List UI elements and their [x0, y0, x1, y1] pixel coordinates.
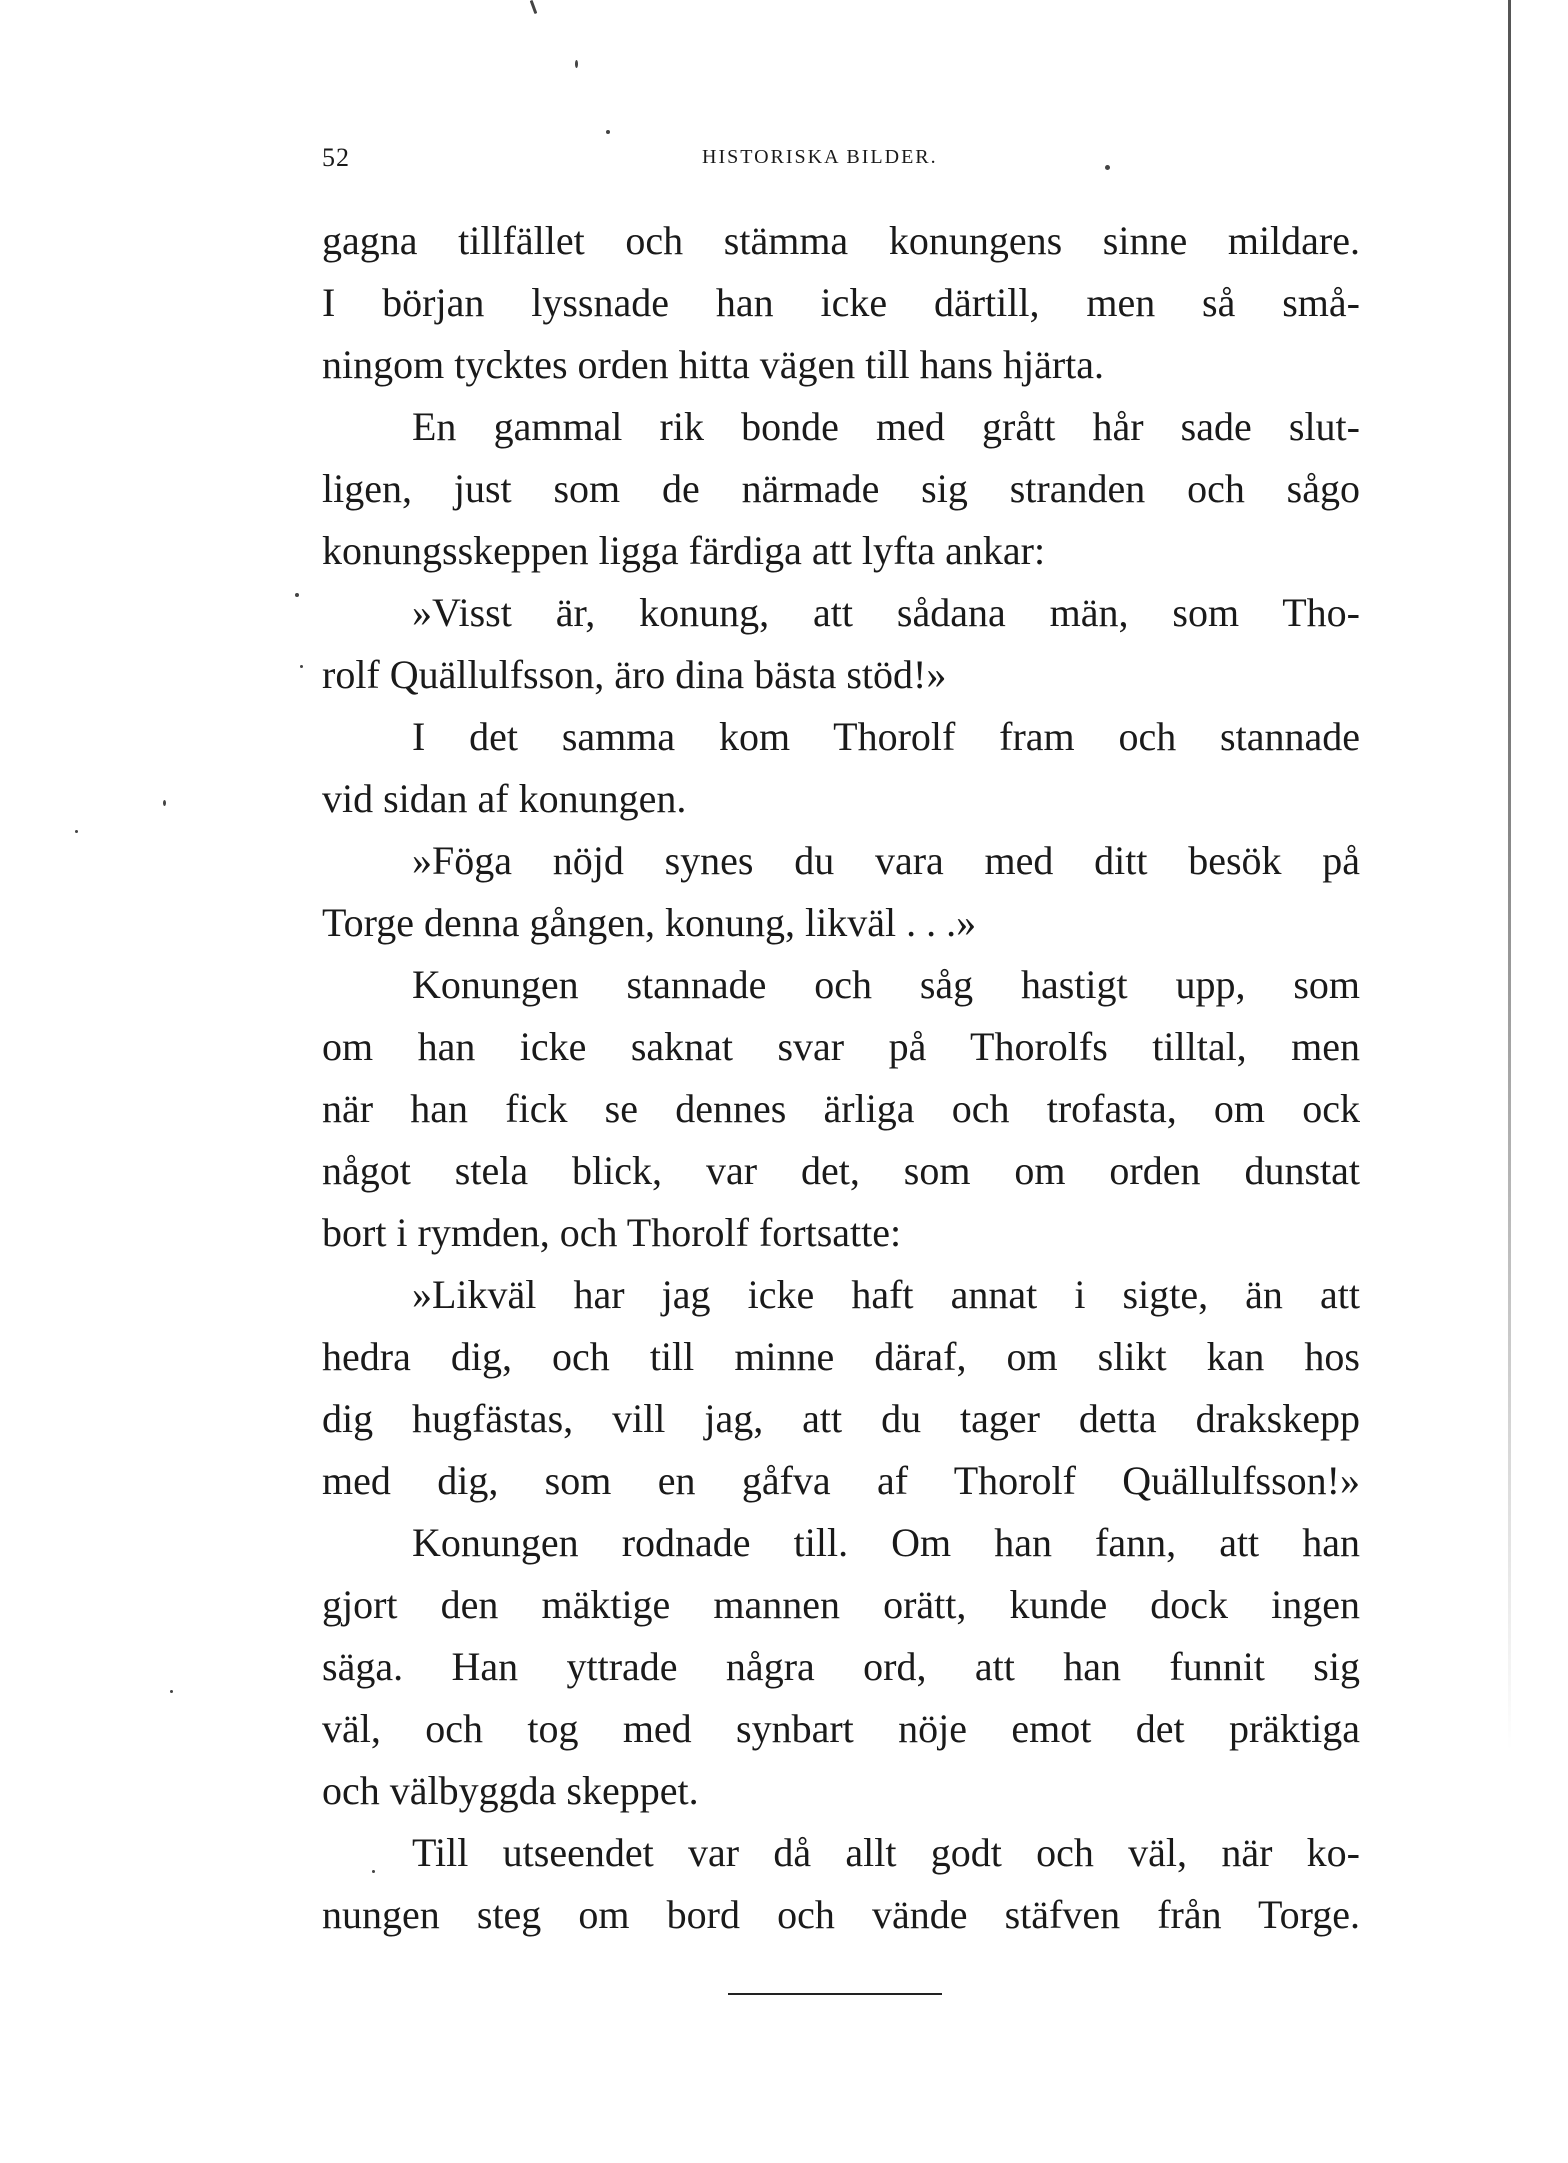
text-line: Konungen rodnade till. Om han fann, att han — [412, 1520, 1360, 1565]
text-line: Till utseendet var då allt godt och väl, när ko- — [412, 1830, 1360, 1875]
text-line: nungen steg om bord och vände stäfven från Torge. — [322, 1892, 1360, 1937]
page-header — [322, 143, 1362, 183]
scan-speck — [295, 593, 299, 597]
text-line: Torge denna gången, konung, likväl . . .» — [322, 900, 977, 945]
running-title: HISTORISKA BILDER. — [702, 146, 938, 168]
scan-speck — [606, 130, 610, 134]
scan-speck — [300, 665, 303, 668]
text-line: En gammal rik bonde med grått hår sade slut- — [412, 404, 1360, 449]
text-line: konungsskeppen ligga färdiga att lyfta ankar: — [322, 528, 1046, 573]
text-line: Konungen stannade och såg hastigt upp, som — [412, 962, 1360, 1007]
text-line: gagna tillfället och stämma konungens sinne mildare. — [322, 218, 1360, 263]
text-line: vid sidan af konungen. — [322, 776, 687, 821]
text-line: I början lyssnade han icke därtill, men så små- — [322, 280, 1360, 325]
text-line: gjort den mäktige mannen orätt, kunde dock ingen — [322, 1582, 1360, 1627]
text-line: dig hugfästas, vill jag, att du tager detta drakskepp — [322, 1396, 1360, 1441]
text-line: ningom tycktes orden hitta vägen till hans hjärta. — [322, 342, 1105, 387]
text-line: säga. Han yttrade några ord, att han funnit sig — [322, 1644, 1360, 1689]
text-line: I det samma kom Thorolf fram och stannade — [412, 714, 1360, 759]
page-edge-shadow — [1508, 0, 1511, 1750]
scan-speck — [75, 830, 78, 833]
text-line: väl, och tog med synbart nöje emot det präktiga — [322, 1706, 1360, 1751]
text-line: »Likväl har jag icke haft annat i sigte, än att — [412, 1272, 1360, 1317]
scan-speck — [575, 60, 578, 68]
text-line: ligen, just som de närmade sig stranden och sågo — [322, 466, 1360, 511]
text-line: om han icke saknat svar på Thorolfs tilltal, men — [322, 1024, 1360, 1069]
text-line: »Föga nöjd synes du vara med ditt besök på — [412, 838, 1360, 883]
page-number: 52 — [322, 143, 350, 172]
chapter-end-rule — [728, 1993, 942, 1995]
scan-speck — [530, 0, 538, 14]
text-line: och välbyggda skeppet. — [322, 1768, 699, 1813]
text-line: hedra dig, och till minne däraf, om slikt kan hos — [322, 1334, 1360, 1379]
text-line: »Visst är, konung, att sådana män, som Tho- — [412, 590, 1360, 635]
text-line: med dig, som en gåfva af Thorolf Quällulfsson!» — [322, 1458, 1360, 1503]
text-line: bort i rymden, och Thorolf fortsatte: — [322, 1210, 902, 1255]
text-line: rolf Quällulfsson, äro dina bästa stöd!» — [322, 652, 947, 697]
body-text — [322, 210, 1360, 1946]
scan-speck — [163, 800, 166, 806]
scan-speck — [170, 1690, 173, 1693]
text-line: något stela blick, var det, som om orden dunstat — [322, 1148, 1360, 1193]
text-line: när han fick se dennes ärliga och trofasta, om ock — [322, 1086, 1360, 1131]
